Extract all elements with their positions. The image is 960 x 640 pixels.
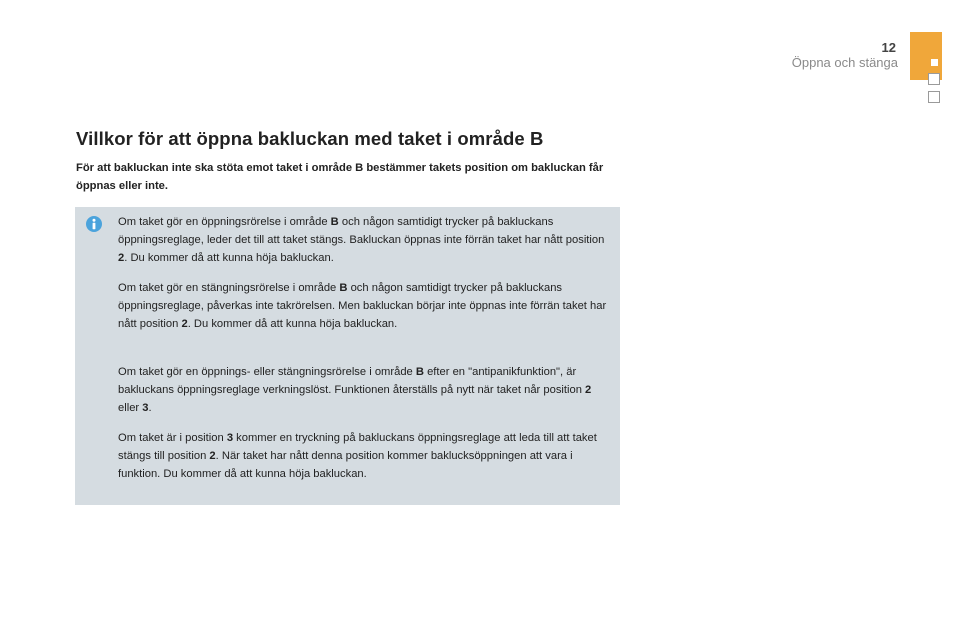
info-paragraph: Om taket gör en stängningsrörelse i område B och någon samtidigt trycker på bakluckans öppningsreglage, påverkas inte takrörelsen. Men bakluckan börjar inte öppnas inte förrän taket har nått position 2. Du kommer då att kunna höja bakluckan. <box>118 282 607 330</box>
page-heading: Villkor för att öppna bakluckan med taket i område B <box>76 128 544 149</box>
chapter-tab[interactable] <box>928 73 940 85</box>
info-text <box>118 213 614 483</box>
section-title: Öppna och stänga <box>791 55 898 70</box>
info-paragraph: Om taket är i position 3 kommer en tryckning på bakluckans öppningsreglage att leda till att taket stängs till position 2. När taket har nått denna position kommer baklucksöppningen att vara i funktion. Du kommer då att kunna höja bakluckan. <box>118 432 597 480</box>
chapter-tab[interactable] <box>928 91 940 103</box>
page-number: 12 <box>881 40 896 55</box>
info-paragraph: Om taket gör en öppnings- eller stängningsrörelse i område B efter en "antipanikfunktion", är bakluckans öppningsreglage verkningslöst. Funktionen återställs på nytt när taket når position 2 eller 3. <box>118 366 592 414</box>
info-icon <box>86 216 102 232</box>
chapter-tab-marker <box>931 59 938 66</box>
intro-text: För att bakluckan inte ska stöta emot taket i område B bestämmer takets position om bakluckan får öppnas eller inte. <box>76 162 604 192</box>
info-paragraph: Om taket gör en öppningsrörelse i område B och någon samtidigt trycker på bakluckans öppningsreglage, leder det till att taket stängs. Bakluckan öppnas inte förrän taket har nått position 2. Du kommer då att kunna höja bakluckan. <box>118 216 605 264</box>
